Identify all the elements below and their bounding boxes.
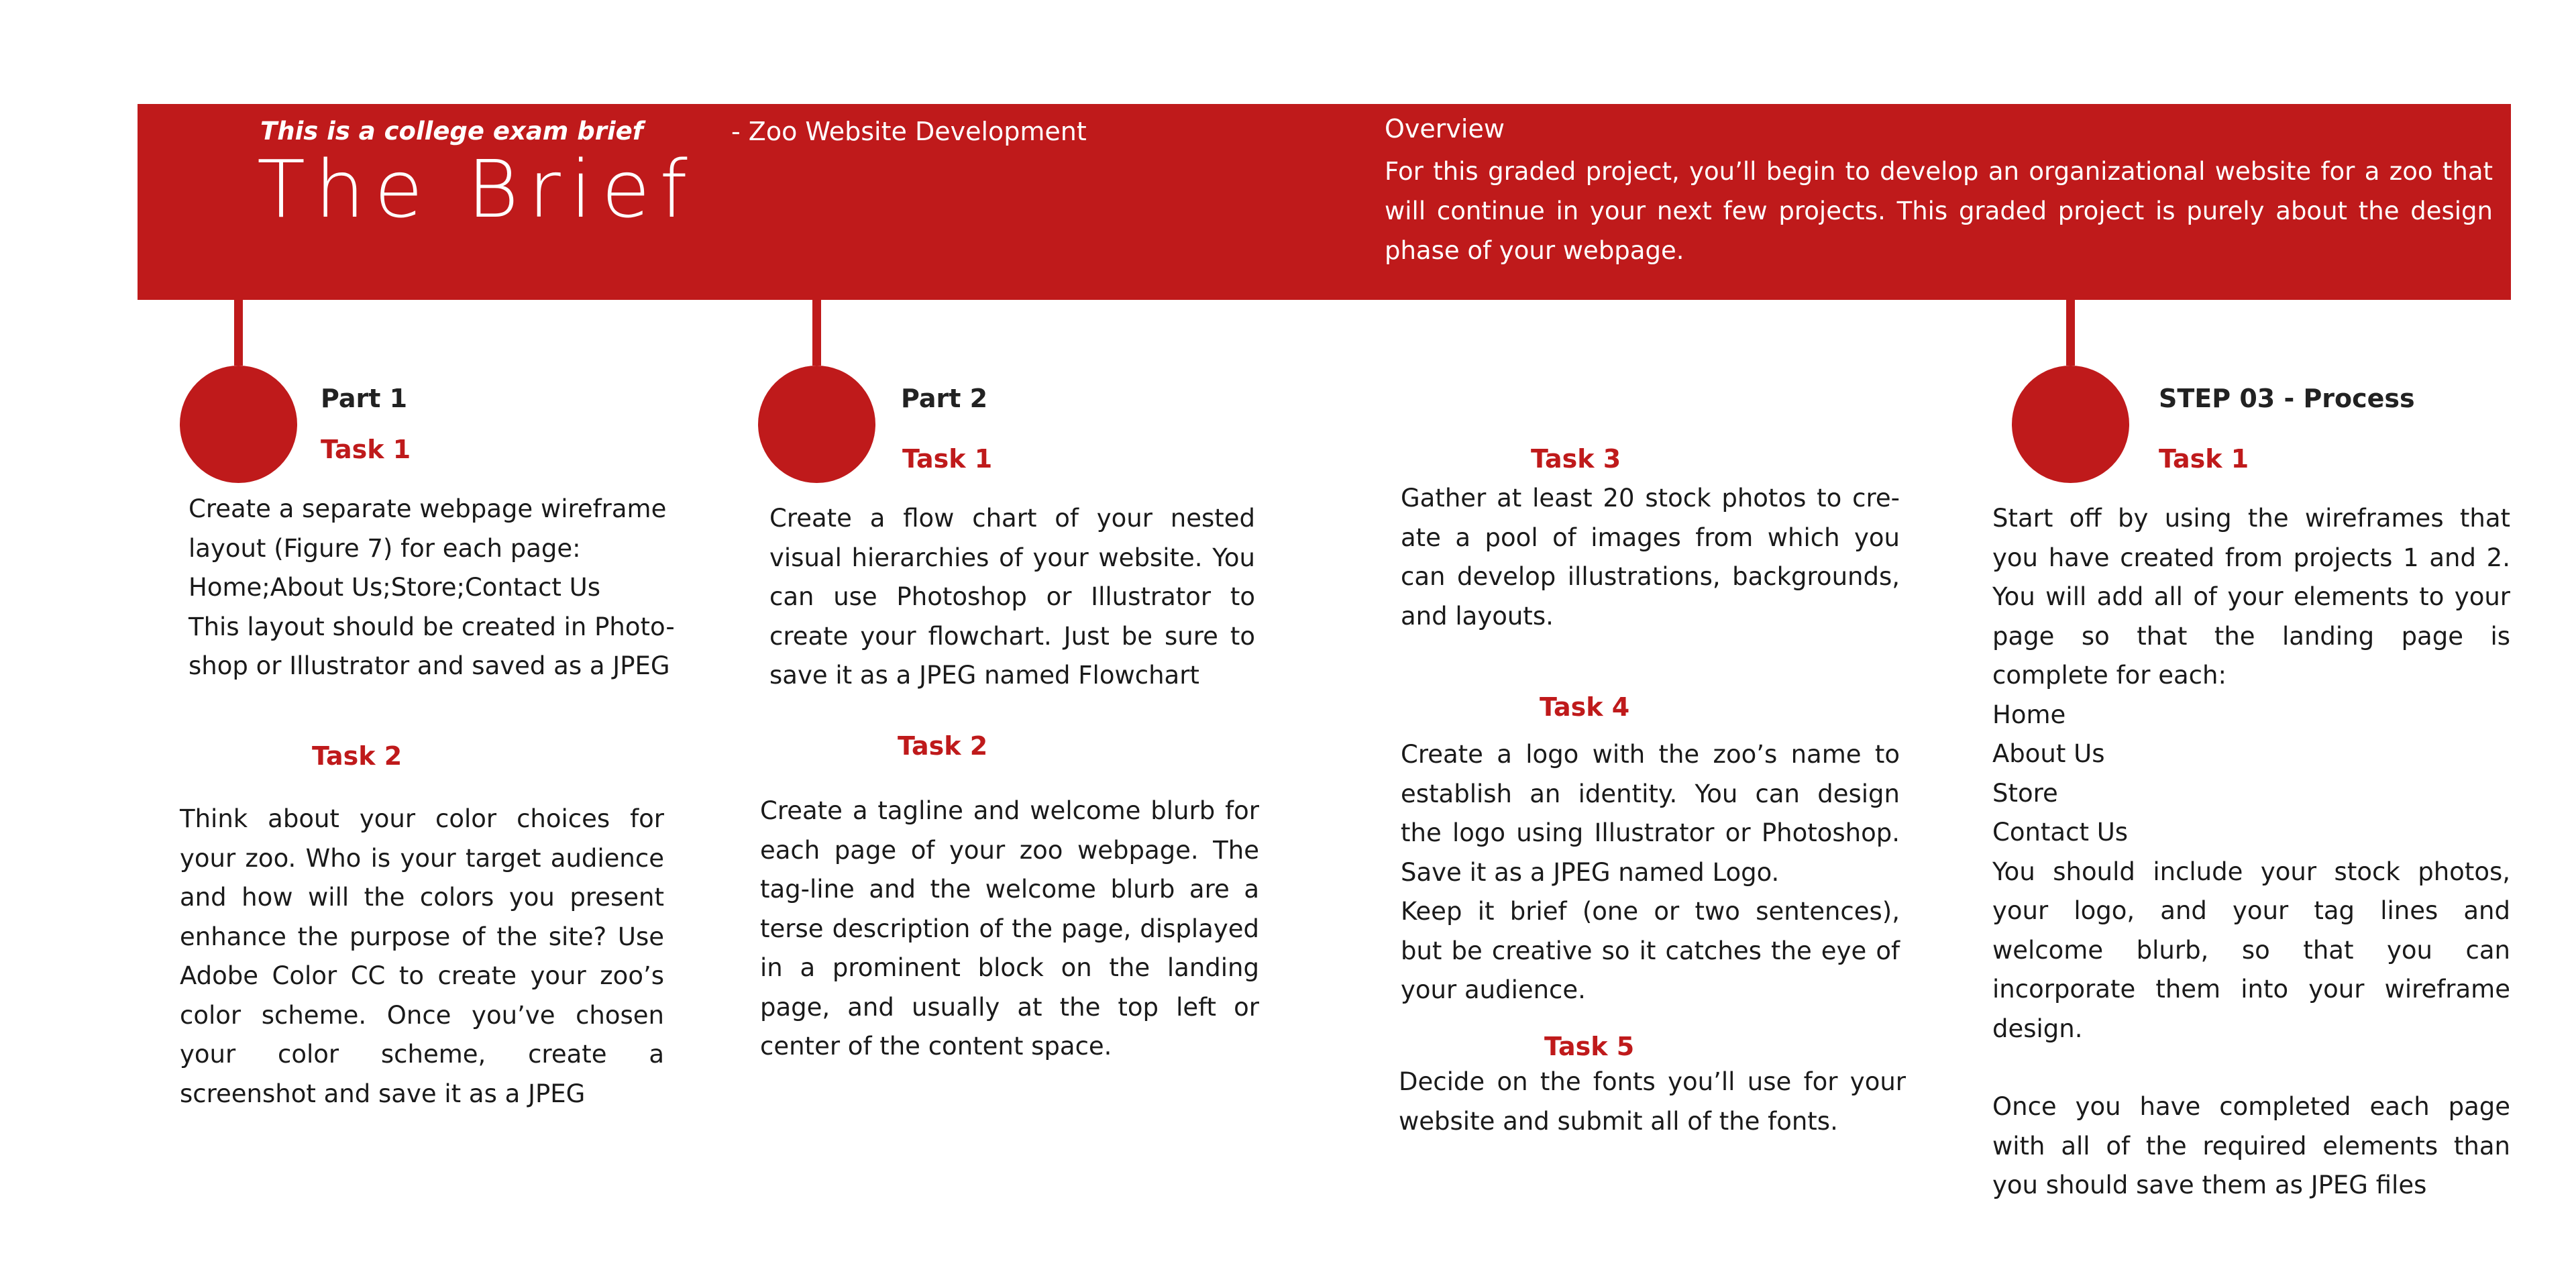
part-2-heading: Part 2 [901, 384, 988, 413]
step-3-task-1-label: Task 1 [2159, 444, 2249, 474]
timeline-dot-4 [2012, 366, 2129, 483]
task-4-text [1401, 735, 1900, 1010]
timeline-stem-2 [812, 300, 821, 366]
part-2-task-1-label: Task 1 [902, 444, 993, 474]
project-name: - Zoo Website Development [731, 117, 1087, 146]
step-3-include: You should include your stock photos, your logo, and your tag lines and welcome blurb, so that you can incorporate them into your wireframe design. [1992, 857, 2510, 1043]
part-2-task-2-label: Task 2 [898, 731, 988, 761]
task-5-label: Task 5 [1544, 1032, 1635, 1061]
task-3-text: Gather at least 20 stock photos to cre-ate a pool of images from which you can develop illustrations, backgrounds, and layouts. [1401, 484, 1900, 631]
brief-subtitle: This is a college exam brief [260, 117, 643, 146]
part-1-heading: Part 1 [321, 384, 408, 413]
step-3-final: Once you have completed each page with all of the required elements than you should save them as JPEG files [1992, 1092, 2510, 1199]
task-4-text-b: Keep it brief (one or two sentences), but be creative so it catches the eye of your audience. [1401, 897, 1900, 1004]
task-4-text-a: Create a logo with the zoo’s name to establish an identity. You can design the logo using Illustrator or Photoshop. Save it as a JPEG named Logo. [1401, 740, 1900, 887]
timeline-dot-1 [180, 366, 297, 483]
part-2-task-2-text: Create a tagline and welcome blurb for each page of your zoo webpage. The tag-line and the welcome blurb are a terse description of the page, displayed in a prominent block on the landing page, and usually at the top left or center of the content space. [760, 796, 1259, 1061]
step-3-page-list: Home About Us Store Contact Us [1992, 700, 2129, 847]
part-2-task-1-text: Create a flow chart of your nested visual hierarchies of your website. You can use Photoshop or Illustrator to create your flowchart. Just be sure to save it as a JPEG named Flowchart [769, 504, 1255, 690]
overview-text: For this graded project, you’ll begin to develop an organizational website for a zoo that will continue in your next few projects. This graded project is purely about the design phase of your webpage. [1385, 157, 2493, 265]
task-3-label: Task 3 [1531, 444, 1621, 474]
task-5-text: Decide on the fonts you’ll use for your website and submit all of the fonts. [1399, 1067, 1906, 1136]
overview-heading: Overview [1385, 114, 1505, 144]
step-3-heading: STEP 03 - Process [2159, 384, 2415, 413]
step-3-task-1-text [1992, 499, 2510, 1205]
part-1-task-1-text: Create a separate webpage wireframe layout (Figure 7) for each page: Home;About Us;Store;Contact Us This layout should be created in Photo-shop or Illustrator and saved as a JPEG [189, 494, 675, 680]
timeline-stem-4 [2066, 300, 2075, 366]
task-4-label: Task 4 [1540, 692, 1630, 722]
timeline-stem-1 [234, 300, 243, 366]
part-1-task-2-label: Task 2 [312, 741, 402, 771]
step-3-intro: Start off by using the wireframes that you have created from projects 1 and 2. You will add all of your elements to your page so that the landing page is complete for each: [1992, 504, 2510, 690]
part-1-task-1-label: Task 1 [321, 435, 411, 464]
part-1-task-2-text: Think about your color choices for your zoo. Who is your target audience and how will the colors you present enhance the purpose of the site? Use Adobe Color CC to create your zoo’s color scheme. Once you’ve chosen your color scheme, create a screenshot and save it as a JPEG [180, 804, 664, 1108]
timeline-dot-2 [758, 366, 875, 483]
page-title: The Brief [257, 143, 697, 235]
